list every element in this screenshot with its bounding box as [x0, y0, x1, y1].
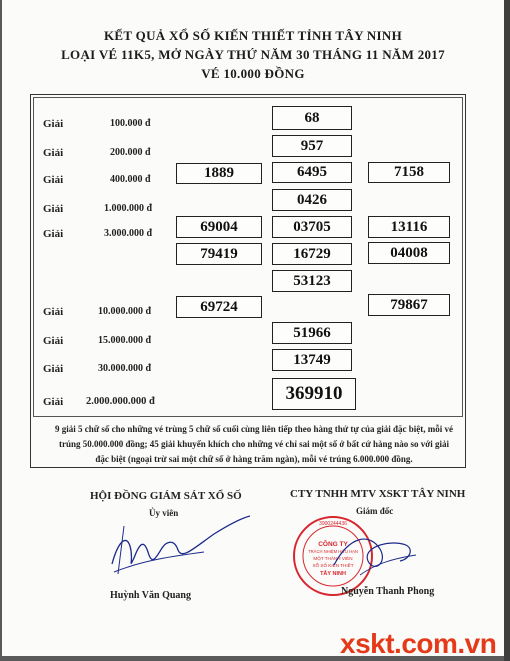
prize-amount: 100.000 đ [110, 118, 151, 129]
director-signature [330, 525, 420, 585]
scan-edge [504, 0, 510, 661]
prize-number-special: 369910 [272, 378, 356, 410]
stamp-line-3: MỘT THÀNH VIÊN [313, 556, 353, 561]
prize-amount: 2.000.000.000 đ [86, 396, 155, 407]
prize-label: Giải [43, 363, 64, 375]
prize-number: 51966 [272, 322, 352, 344]
prize-number: 0426 [272, 189, 352, 211]
prize-number: 16729 [272, 243, 352, 265]
prize-label: Giải [43, 335, 64, 347]
stamp-line-5: TÂY NINH [320, 571, 346, 577]
watermark: xskt.com.vn [340, 628, 497, 659]
prize-number: 79867 [368, 294, 450, 316]
prize-number: 03705 [272, 216, 352, 238]
council-signer-name: Huỳnh Văn Quang [110, 590, 191, 601]
rules-line-1: 9 giải 5 chữ số cho những vé trùng 5 chữ số cuối cùng liên tiếp theo hàng thứ tự của giải đặc biệt, mỗi vé [54, 424, 454, 434]
prize-label: Giải [43, 174, 64, 186]
prize-label: Giải [43, 203, 64, 215]
prize-number: 68 [272, 106, 352, 130]
prize-amount: 400.000 đ [110, 174, 151, 185]
prize-number: 1889 [176, 163, 262, 184]
rules-line-2: trúng 50.000.000 đồng; 45 giải khuyến khích cho những vé chỉ sai một số ở bất cứ hàng nào so với giải [58, 439, 450, 449]
prize-amount: 3.000.000 đ [104, 228, 153, 239]
stamp-code: 3900244436 [319, 521, 347, 527]
header [2, 26, 504, 83]
prize-number: 7158 [368, 162, 450, 183]
rules-line-3: đặc biệt (ngoại trừ sai một chữ số ở hàng trăm ngàn), mỗi vé trúng 6.000.000 đồng. [95, 454, 413, 464]
council-role: Ủy viên [149, 508, 179, 518]
company-title: CTY TNHH MTV XSKT TÂY NINH [290, 488, 466, 500]
prize-number: 13116 [368, 216, 450, 238]
prize-number: 6495 [272, 162, 352, 183]
rules-text [54, 422, 454, 467]
prize-label: Giải [43, 396, 64, 408]
prize-amount: 200.000 đ [110, 147, 151, 158]
prize-number: 13749 [272, 349, 352, 371]
stamp-line-2: TRÁCH NHIỆM HỮU HẠN [308, 549, 358, 554]
stamp-line-1: CÔNG TY [318, 541, 348, 548]
prize-number: 69724 [176, 296, 262, 318]
prize-amount: 10.000.000 đ [98, 306, 152, 317]
prize-label: Giải [43, 118, 64, 130]
director-name: Nguyễn Thanh Phong [341, 586, 435, 597]
prize-amount: 1.000.000 đ [104, 203, 153, 214]
prize-number: 79419 [176, 243, 262, 265]
title-line-2: LOẠI VÉ 11K5, MỞ NGÀY THỨ NĂM 30 THÁNG 11 NĂM 2017 [61, 47, 445, 62]
title-line-3: VÉ 10.000 ĐỒNG [201, 66, 305, 81]
prize-amount: 30.000.000 đ [98, 363, 152, 374]
council-title: HỘI ĐỒNG GIÁM SÁT XỔ SỐ [90, 490, 242, 502]
prize-label: Giải [43, 228, 64, 240]
prize-number: 69004 [176, 216, 262, 238]
prize-number: 53123 [272, 270, 352, 292]
prize-label: Giải [43, 306, 64, 318]
prize-amount: 15.000.000 đ [98, 335, 152, 346]
prize-label: Giải [43, 147, 64, 159]
prize-number: 957 [272, 135, 352, 157]
stamp-line-4: XỔ SỐ KIẾN THIẾT [312, 563, 354, 568]
title-line-1: KẾT QUẢ XỔ SỐ KIẾN THIẾT TỈNH TÂY NINH [104, 28, 402, 43]
prize-number: 04008 [368, 242, 450, 264]
company-role: Giám đốc [356, 506, 394, 516]
council-signature [104, 512, 254, 582]
